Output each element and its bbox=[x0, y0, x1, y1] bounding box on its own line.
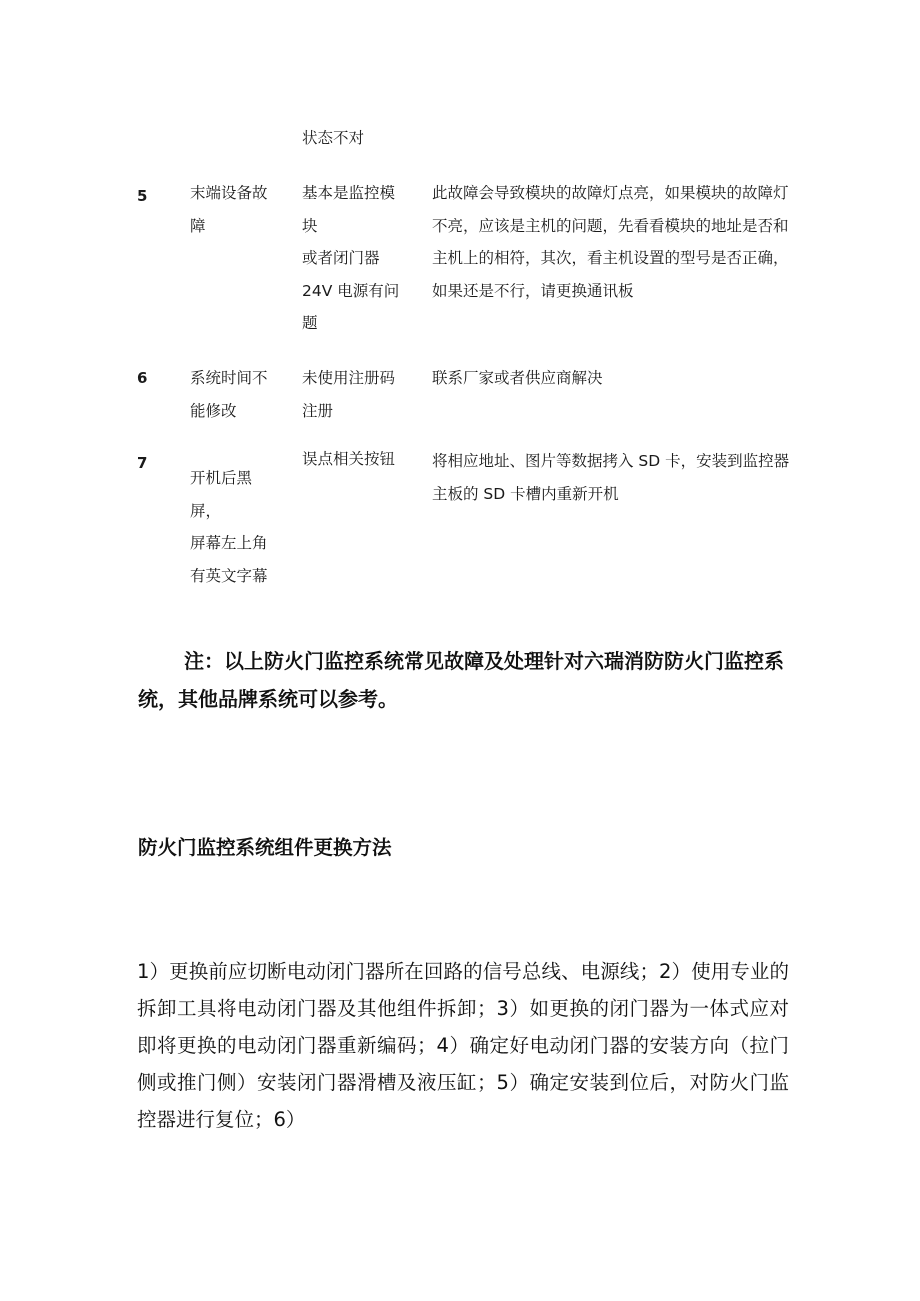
row-5-number: 5 bbox=[137, 187, 148, 205]
row-6-solution: 联系厂家或者供应商解决 bbox=[432, 369, 603, 387]
section-heading: 防火门监控系统组件更换方法 bbox=[138, 836, 392, 859]
note-paragraph: 注：以上防火门监控系统常见故障及处理针对六瑞消防防火门监控系统，其他品牌系统可以参考。 bbox=[138, 649, 784, 711]
steps-paragraph: 1）更换前应切断电动闭门器所在回路的信号总线、电源线；2）使用专业的拆卸工具将电动闭门器及其他组件拆卸；3）如更换的闭门器为一体式应对即将更换的电动闭门器重新编码；4）确定好电动闭门器的安装方向（拉门侧或推门侧）安装闭门器滑槽及液压缸；5）确定安装到位后，对防火门监控器进行复位；6） bbox=[137, 960, 789, 1131]
row-5-solution: 此故障会导致模块的故障灯点亮，如果模块的故障灯不亮，应该是主机的问题，先看看模块的地址是否和主机上的相符，其次，看主机设置的型号是否正确，如果还是不行，请更换通讯板 bbox=[432, 184, 789, 300]
row-7-cause: 误点相关按钮 bbox=[302, 450, 396, 468]
row-7-solution: 将相应地址、图片等数据拷入 SD 卡，安装到监控器主板的 SD 卡槽内重新开机 bbox=[432, 452, 790, 503]
row-6-cause: 未使用注册码 注册 bbox=[302, 369, 396, 420]
row-7-description: 开机后黑 屏， 屏幕左上角 有英文字幕 bbox=[190, 469, 268, 585]
row-6-number: 6 bbox=[137, 369, 148, 387]
row-5-cause: 基本是监控模 块 或者闭门器 24V 电源有问 题 bbox=[302, 184, 400, 332]
row-7-number: 7 bbox=[137, 454, 148, 472]
carry-over-cause-cell: 状态不对 bbox=[302, 129, 365, 147]
row-6-description: 系统时间不 能修改 bbox=[190, 369, 268, 420]
row-5-description: 末端设备故 障 bbox=[190, 184, 268, 235]
